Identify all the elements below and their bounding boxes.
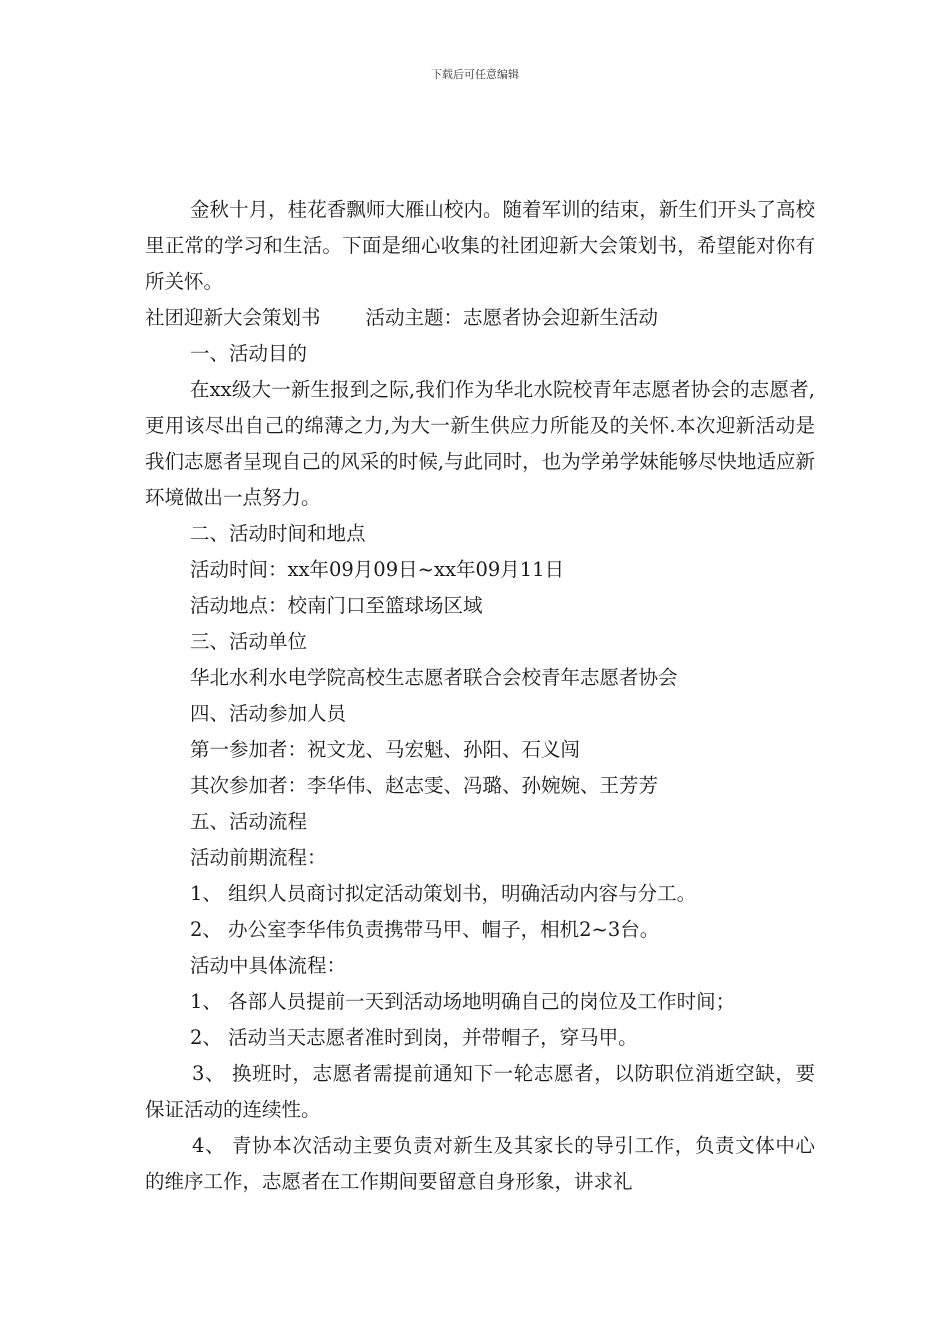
section-heading-time-place: 二、活动时间和地点 — [190, 522, 366, 545]
first-participants: 第一参加者：祝文龙、马宏魁、孙阳、石义闯 — [190, 738, 581, 761]
section-heading-participants: 四、活动参加人员 — [190, 702, 347, 725]
document-title: 社团迎新大会策划书 — [145, 306, 321, 329]
mid-process-heading: 活动中具体流程： — [190, 954, 347, 977]
title-line — [145, 300, 815, 336]
activity-time: 活动时间：xx年09月09日~xx年09月11日 — [190, 558, 565, 581]
page-header: 下载后可任意编辑 — [431, 68, 519, 81]
section-heading-purpose: 一、活动目的 — [190, 342, 308, 365]
activity-place: 活动地点：校南门口至篮球场区域 — [190, 594, 483, 617]
mid-process-item: 4、 青协本次活动主要负责对新生及其家长的导引工作，负责文体中心的维序工作，志愿者在工作期间要留意自身形象，讲求礼 — [145, 1134, 815, 1193]
section-heading-unit: 三、活动单位 — [190, 630, 308, 653]
purpose-paragraph: 在xx级大一新生报到之际,我们作为华北水院校青年志愿者协会的志愿者,更用该尽出自己的绵薄之力,为大一新生供应力所能及的关怀.本次迎新活动是我们志愿者呈现自己的风采的时候,与此同时，也为学弟学妹能够尽快地适应新环境做出一点努力。 — [145, 378, 815, 509]
pre-process-item: 1、 组织人员商讨拟定活动策划书，明确活动内容与分工。 — [190, 882, 697, 905]
mid-process-item: 2、 活动当天志愿者准时到岗，并带帽子，穿马甲。 — [190, 1026, 638, 1049]
pre-process-item: 2、 办公室李华伟负责携带马甲、帽子，相机2~3台。 — [190, 918, 660, 941]
activity-unit: 华北水利水电学院高校生志愿者联合会校青年志愿者协会 — [190, 666, 678, 689]
mid-process-item: 3、 换班时，志愿者需提前通知下一轮志愿者，以防职位消逝空缺，要保证活动的连续性。 — [145, 1062, 815, 1121]
intro-paragraph: 金秋十月，桂花香飘师大雁山校内。随着军训的结束，新生们开头了高校里正常的学习和生活。下面是细心收集的社团迎新大会策划书，希望能对你有所关怀。 — [145, 198, 815, 293]
pre-process-heading: 活动前期流程： — [190, 846, 327, 869]
mid-process-item: 1、 各部人员提前一天到活动场地明确自己的岗位及工作时间； — [190, 990, 736, 1013]
second-participants: 其次参加者：李华伟、赵志雯、冯璐、孙婉婉、王芳芳 — [190, 774, 659, 797]
section-heading-process: 五、活动流程 — [190, 810, 308, 833]
activity-theme: 活动主题：志愿者协会迎新生活动 — [365, 306, 659, 329]
document-body — [145, 192, 815, 1200]
